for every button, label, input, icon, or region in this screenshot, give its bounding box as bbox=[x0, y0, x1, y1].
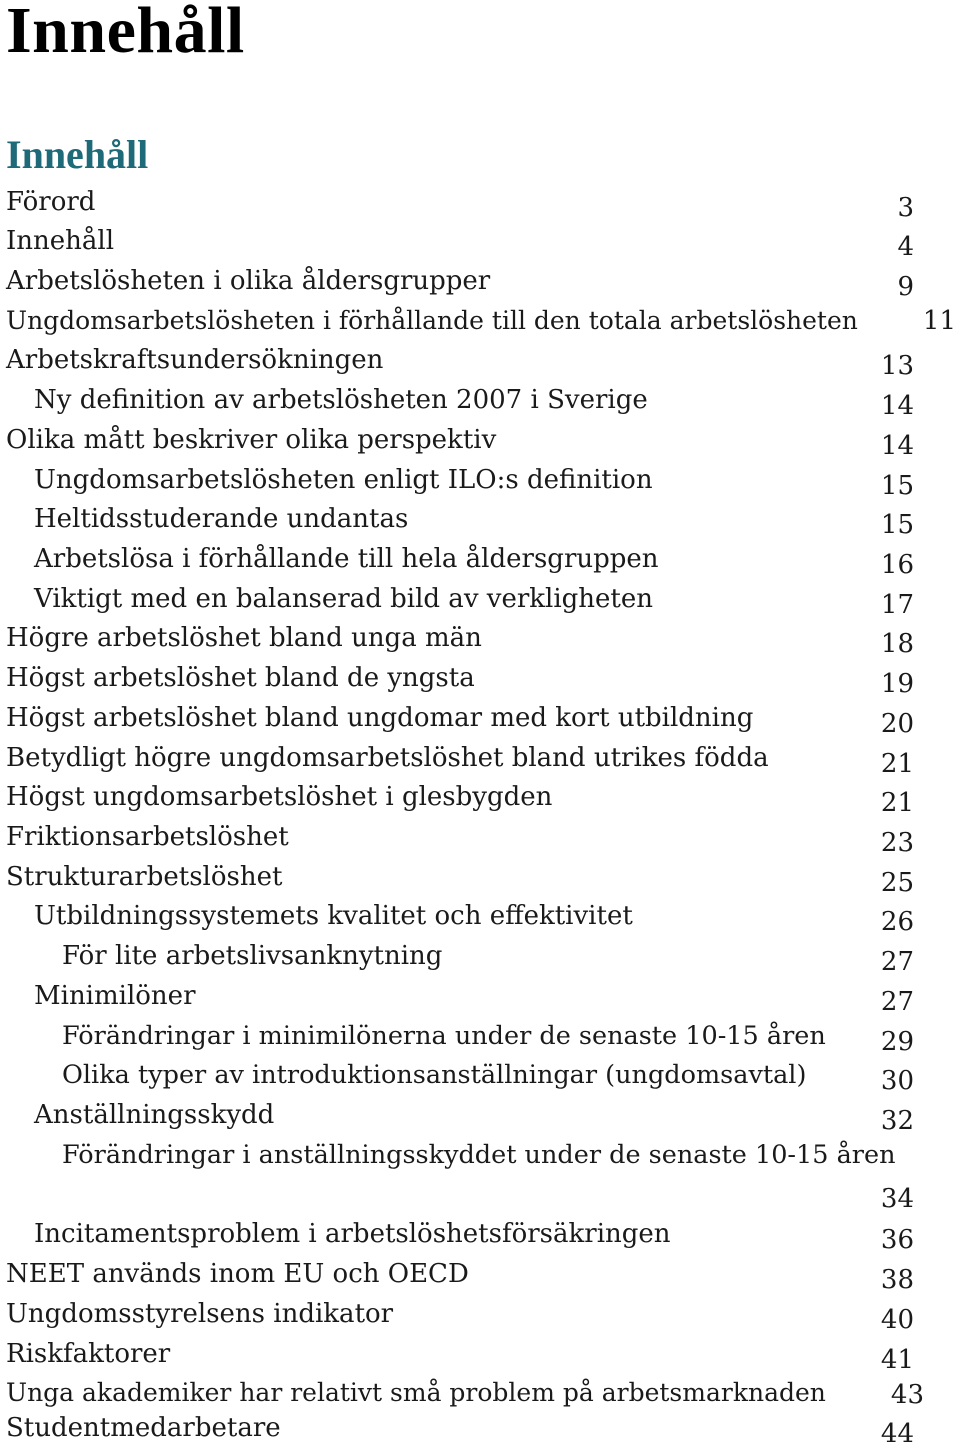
toc-entry[interactable] bbox=[0, 1373, 960, 1413]
toc-entry-title: Studentmedarbetare bbox=[6, 1413, 281, 1443]
toc-entry[interactable] bbox=[0, 1408, 960, 1448]
toc-entry-page: 3 bbox=[897, 193, 914, 223]
toc-entry-page: 9 bbox=[897, 272, 914, 302]
toc-entry-page: 14 bbox=[880, 391, 914, 421]
toc-entry[interactable] bbox=[0, 976, 960, 1016]
toc-entry-page: 27 bbox=[880, 987, 914, 1017]
toc-entry[interactable] bbox=[0, 182, 960, 222]
toc-entry-page: 18 bbox=[880, 629, 914, 659]
toc-entry-page: 32 bbox=[880, 1106, 914, 1136]
toc-heading: Innehåll bbox=[6, 132, 149, 177]
toc-entry-title: Förändringar i minimilönerna under de senaste 10-15 åren bbox=[62, 1021, 826, 1051]
toc-entry-title: Olika typer av introduktionsanställningar (ungdomsavtal) bbox=[62, 1060, 807, 1090]
toc-entry-title: Högst arbetslöshet bland ungdomar med kort utbildning bbox=[6, 703, 754, 733]
toc-entry-title: Innehåll bbox=[6, 226, 115, 256]
toc-entry-title: Utbildningssystemets kvalitet och effektivitet bbox=[34, 901, 633, 931]
toc-entry-page: 36 bbox=[880, 1225, 914, 1255]
toc-entry[interactable] bbox=[0, 579, 960, 619]
toc-entry-title: Förändringar i anställningsskyddet under de senaste 10-15 åren bbox=[62, 1140, 896, 1170]
toc-entry-title: Strukturarbetslöshet bbox=[6, 862, 283, 892]
toc-entry-title: Högst ungdomsarbetslöshet i glesbygden bbox=[6, 782, 553, 812]
toc-entry-title: Ungdomsstyrelsens indikator bbox=[6, 1299, 394, 1329]
toc-entry-title: Förord bbox=[6, 187, 96, 217]
toc-entry[interactable] bbox=[0, 817, 960, 857]
toc-entry[interactable] bbox=[0, 301, 960, 341]
toc-entry-page: 21 bbox=[880, 788, 914, 818]
toc-entry-title: Incitamentsproblem i arbetslöshetsförsäkringen bbox=[34, 1219, 671, 1249]
toc-entry[interactable] bbox=[0, 380, 960, 420]
toc-entry-page: 20 bbox=[880, 709, 914, 739]
toc-entry-page: 29 bbox=[880, 1027, 914, 1057]
toc-entry[interactable] bbox=[0, 1254, 960, 1294]
toc-entry[interactable] bbox=[0, 499, 960, 539]
toc-entry[interactable] bbox=[0, 1334, 960, 1374]
toc-entry-page: 23 bbox=[880, 828, 914, 858]
toc-entry-title: Viktigt med en balanserad bild av verkligheten bbox=[34, 584, 654, 614]
toc-entry-page: 19 bbox=[880, 669, 914, 699]
toc-entry[interactable] bbox=[0, 420, 960, 460]
toc-entry-title: Arbetslösheten i olika åldersgrupper bbox=[6, 266, 491, 296]
toc-entry-title: Arbetskraftsundersökningen bbox=[6, 345, 384, 375]
toc-entry[interactable] bbox=[0, 340, 960, 380]
toc-entry[interactable] bbox=[0, 777, 960, 817]
toc-entry-page: 4 bbox=[897, 232, 914, 262]
toc-entry-page: 34 bbox=[880, 1184, 914, 1214]
toc-entry[interactable] bbox=[0, 738, 960, 778]
toc-entry-page: 40 bbox=[880, 1305, 914, 1335]
toc-entry[interactable] bbox=[0, 936, 960, 976]
toc-entry-title: Ny definition av arbetslösheten 2007 i Sverige bbox=[34, 385, 648, 415]
toc-entry[interactable] bbox=[0, 460, 960, 500]
toc-entry-title: NEET används inom EU och OECD bbox=[6, 1259, 469, 1289]
toc-entry-title: Ungdomsarbetslösheten i förhållande till den totala arbetslösheten bbox=[6, 306, 858, 335]
toc-entry[interactable] bbox=[0, 896, 960, 936]
toc-entry[interactable] bbox=[0, 1055, 960, 1095]
toc-entry-title: Unga akademiker har relativt små problem på arbetsmarknaden bbox=[6, 1378, 826, 1407]
page-title: Innehåll bbox=[6, 0, 245, 67]
toc-entry-page: 14 bbox=[880, 431, 914, 461]
toc-entry-title: Ungdomsarbetslösheten enligt ILO:s definition bbox=[34, 465, 653, 495]
toc-entry[interactable] bbox=[0, 261, 960, 301]
toc-entry-title: Högre arbetslöshet bland unga män bbox=[6, 623, 482, 653]
toc-entry-title: Riskfaktorer bbox=[6, 1339, 171, 1369]
toc-entry-title: För lite arbetslivsanknytning bbox=[62, 941, 443, 971]
toc-entry-title: Anställningsskydd bbox=[34, 1100, 275, 1130]
toc-entry-title: Heltidsstuderande undantas bbox=[34, 504, 409, 534]
toc-entry[interactable] bbox=[0, 698, 960, 738]
toc-entry-title: Olika mått beskriver olika perspektiv bbox=[6, 425, 497, 455]
toc-entry[interactable] bbox=[0, 1214, 960, 1254]
toc-entry-title: Arbetslösa i förhållande till hela åldersgruppen bbox=[34, 544, 659, 574]
toc-entry-page: 25 bbox=[880, 868, 914, 898]
toc-entry[interactable] bbox=[0, 618, 960, 658]
toc-entry-page: 16 bbox=[880, 550, 914, 580]
toc-entry-page: 41 bbox=[880, 1345, 914, 1375]
toc-entry-page: 27 bbox=[880, 947, 914, 977]
toc-entry-page: 38 bbox=[880, 1265, 914, 1295]
toc-entry-title: Högst arbetslöshet bland de yngsta bbox=[6, 663, 475, 693]
toc-entry-page: 30 bbox=[880, 1066, 914, 1096]
toc-entry[interactable] bbox=[0, 1016, 960, 1056]
toc-entry[interactable] bbox=[0, 221, 960, 261]
toc-entry-title: Minimilöner bbox=[34, 981, 196, 1011]
toc-entry-page: 26 bbox=[880, 907, 914, 937]
toc-entry-page: 11 bbox=[922, 306, 956, 336]
toc-entry[interactable] bbox=[0, 658, 960, 698]
toc-entry-page: 17 bbox=[880, 590, 914, 620]
toc-entry[interactable] bbox=[0, 539, 960, 579]
toc-entry-page: 44 bbox=[880, 1419, 914, 1449]
toc-entry[interactable] bbox=[0, 1095, 960, 1135]
toc-entry-page: 13 bbox=[880, 351, 914, 381]
toc-entry[interactable] bbox=[0, 1294, 960, 1334]
toc-entry-page: 21 bbox=[880, 749, 914, 779]
toc-entry[interactable] bbox=[0, 1135, 960, 1215]
toc-entry-title: Friktionsarbetslöshet bbox=[6, 822, 289, 852]
toc-entry-page: 15 bbox=[880, 471, 914, 501]
toc-entry-page: 15 bbox=[880, 510, 914, 540]
toc-entry-title: Betydligt högre ungdomsarbetslöshet bland utrikes födda bbox=[6, 743, 769, 773]
toc-entry-page: 43 bbox=[890, 1380, 924, 1410]
toc-entry[interactable] bbox=[0, 857, 960, 897]
